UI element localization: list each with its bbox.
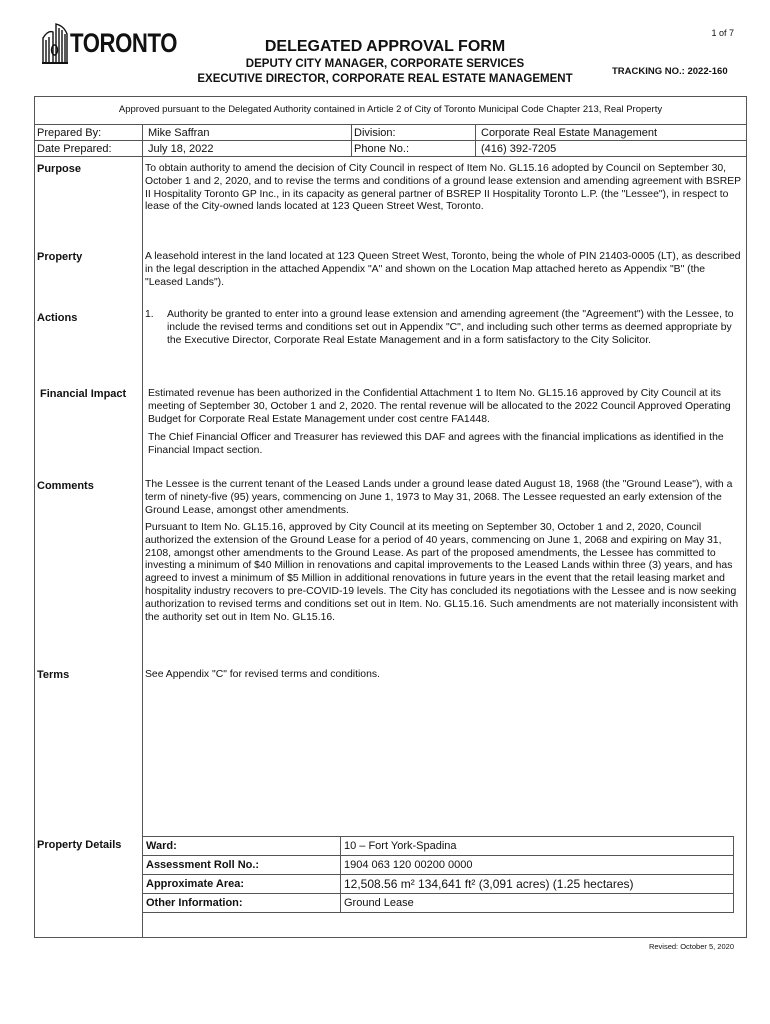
comments-label: Comments — [37, 480, 94, 492]
ward-value: 10 – Fort York-Spadina — [341, 837, 734, 856]
column-divider — [351, 124, 352, 156]
table-row — [143, 837, 734, 856]
approximate-area-key: Approximate Area: — [143, 875, 341, 894]
terms-text: See Appendix "C" for revised terms and conditions. — [145, 669, 380, 680]
table-row — [143, 856, 734, 875]
phone-label: Phone No.: — [354, 143, 410, 155]
actions-item-number: 1. — [145, 309, 154, 320]
column-divider — [475, 124, 476, 156]
division-label: Division: — [354, 127, 396, 139]
tracking-number: TRACKING NO.: 2022-160 — [612, 66, 728, 77]
approximate-area-value: 12,508.56 m² 134,641 ft² (3,091 acres) (1.25 hectares) — [341, 875, 734, 894]
approved-statement: Approved pursuant to the Delegated Authority contained in Article 2 of City of Toronto Municipal Code Chapter 213, Real Property — [118, 104, 663, 115]
divider — [34, 156, 747, 157]
property-label: Property — [37, 251, 83, 263]
financial-impact-label: Financial Impact — [40, 388, 127, 400]
table-row — [143, 875, 734, 894]
financial-impact-text-2: The Chief Financial Officer and Treasurer has reviewed this DAF and agrees with the financial implications as identified in the Financial Impact section. — [148, 432, 724, 456]
property-text: A leasehold interest in the land located at 123 Queen Street West, Toronto, being the whole of PIN 21403-0005 (LT), as described in the legal description in the attached Appendix "A" and shown on the Location Map attached hereto as Appendix "B" (the "Leased Lands"). — [145, 251, 741, 288]
phone-value: (416) 392-7205 — [481, 143, 557, 155]
prepared-by-value: Mike Saffran — [148, 127, 210, 139]
page-number: 1 of 7 — [711, 28, 734, 38]
division-value: Corporate Real Estate Management — [481, 127, 658, 139]
form-subtitle-executive: EXECUTIVE DIRECTOR, CORPORATE REAL ESTATE MANAGEMENT — [197, 73, 573, 85]
actions-label: Actions — [37, 312, 78, 324]
divider — [34, 124, 747, 125]
actions-text: Authority be granted to enter into a ground lease extension and amending agreement (the "Agreement") with the Lessee, to include the revised terms and conditions set out in Appendix "C", and including such other terms as deemed appropriate by the Executive Director, Corporate Real Estate Management and in a form satisfactory to the City Solicitor. — [167, 309, 734, 346]
other-information-key: Other Information: — [143, 894, 341, 913]
comments-text-2: Pursuant to Item No. GL15.16, approved by City Council at its meeting on September 30, October 1 and 2, 2020, Council authorized the extension of the Ground Lease for a period of 40 years, commencing on June 1, 2068 and expiring on May 31, 2108, amongst other amendments to the Ground Lease. As part of the proposed amendments, the Lessee has committed to investing a minimum of $40 Million in renovations and capital improvements to the Leased Lands within three (3) years, and has agreed to invest a minimum of $5 Million in additional renovations in future years in the event that the retail leasing market and hospitality industry recovers to pre-COVID-19 levels. The City has concluded its negotiations with the Lessee and is now seeking authorization to revised terms and conditions set out in Item. No. GL15.16. Such amendments are not materially inconsistent with the authority set out in Item No. GL15.16. — [145, 522, 739, 623]
form-subtitle-deputy: DEPUTY CITY MANAGER, CORPORATE SERVICES — [245, 58, 525, 70]
logo-wordmark: TORONTO — [70, 28, 178, 58]
purpose-label: Purpose — [37, 163, 82, 175]
column-divider — [142, 124, 143, 937]
assessment-roll-value: 1904 063 120 00200 0000 — [341, 856, 734, 875]
prepared-by-label: Prepared By: — [37, 127, 102, 139]
other-information-value: Ground Lease — [341, 894, 734, 913]
terms-label: Terms — [37, 669, 70, 681]
purpose-text: To obtain authority to amend the decision of City Council in respect of Item No. GL15.16 adopted by Council on September 30, October 1 and 2, 2020, and to revise the terms and conditions of a ground lease extension and amending agreement with BSREP II Hospitality Toronto GP Inc., in its capacity as general partner of BSREP II Hospitality Toronto L.P. (the "Lessee"), in respect to lease of the City-owned lands located at 123 Queen Street West, Toronto. — [145, 163, 741, 213]
date-prepared-label: Date Prepared: — [37, 143, 112, 155]
property-details-label: Property Details — [37, 839, 122, 851]
date-prepared-value: July 18, 2022 — [148, 143, 214, 155]
financial-impact-text-1: Estimated revenue has been authorized in the Confidential Attachment 1 to Item No. GL15.16 approved by City Council at its meeting of September 30, October 1 and 2, 2020. The rental revenue will be allocated to the 2022 Council Approved Operating Budget for Corporate Real Estate Management under cost centre FA1448. — [148, 388, 731, 425]
assessment-roll-key: Assessment Roll No.: — [143, 856, 341, 875]
comments-text-1: The Lessee is the current tenant of the Leased Lands under a ground lease dated August 18, 1968 (the "Ground Lease"), with a term of ninety-five (95) years, commencing on June 1, 1973 to May 31, 2068. The Lessee requested an early extension of the Ground Lease, amongst other amendments. — [145, 479, 733, 516]
table-row — [143, 894, 734, 913]
form-title: DELEGATED APPROVAL FORM — [264, 38, 506, 55]
divider — [34, 140, 747, 141]
revised-date: Revised: October 5, 2020 — [648, 942, 734, 951]
ward-key: Ward: — [143, 837, 341, 856]
property-details-table — [142, 836, 734, 913]
